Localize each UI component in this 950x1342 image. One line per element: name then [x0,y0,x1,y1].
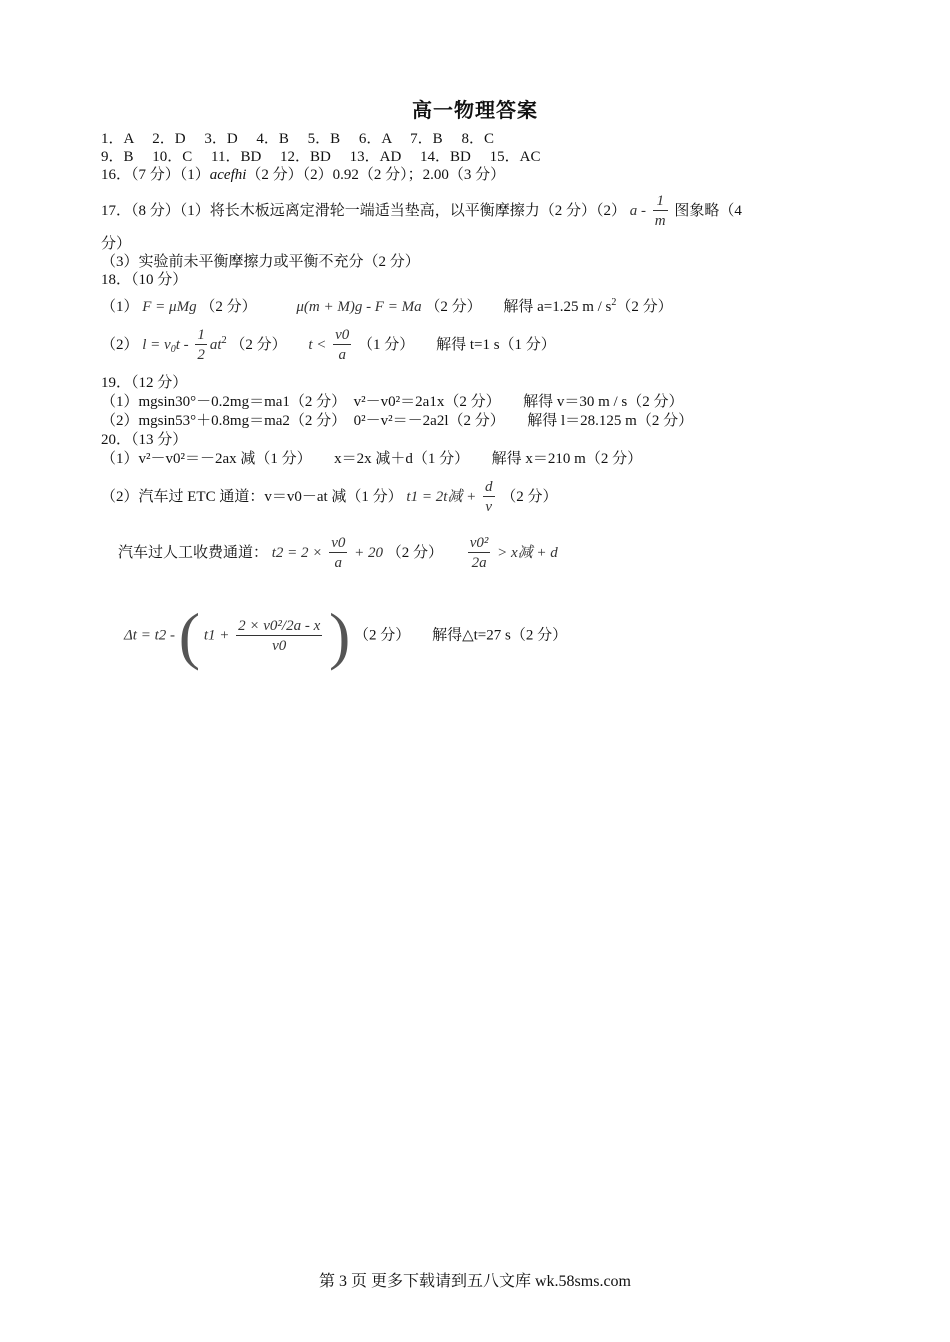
q20-etc-num: d [485,479,493,495]
q18-score2: （2 分） [425,299,482,315]
q18-score1: （2 分） [200,299,257,315]
q20-cond-rel: > x减 + d [497,544,558,561]
q18-f4-num: v0 [335,327,350,343]
answer-q17 [101,192,742,231]
q20-delta-score: （2 分） [354,627,411,644]
q18-f3a: l = v [142,336,171,353]
q20-cond-num: v0² [469,535,489,551]
q20-etc-text: （2）汽车过 ETC 通道：v＝v0－at 减（1 分） [101,488,403,505]
q18-result1-score: （2 分） [616,299,673,315]
q18-head: 18．（10 分） [101,272,188,288]
q18-half [195,326,207,365]
q18-half-num: 1 [197,327,205,343]
q20-manual-num: v0 [331,535,346,551]
q20-head: 20．（13 分） [101,432,188,448]
q20-delta-inner: t1 + [203,627,230,644]
answer-line-mc1: 1．A 2．D 3．D 4．B 5．B 6．A 7．B 8．C [101,131,494,147]
q18-result1: 解得 a=1.25 m / s [503,299,612,315]
q18-formula2: μ(m + M)g - F = Ma [296,299,422,315]
q17-text: 17．（8 分）（1）将长木板远离定滑轮一端适当垫高，以平衡摩擦力（2 分）（2） [101,202,627,219]
q20-line1: （1）v²－v0²＝－2ax 减（1 分） x＝2x 减＋d（1 分） 解得 x＝210 m（2 分） [101,451,643,467]
q18-f3c: at [209,336,222,353]
q17-relation: a - [629,202,647,219]
q18-line2 [101,326,556,365]
q20-etc-formula: t1 = 2t减 + [406,488,477,505]
q19-line2: （2）mgsin53°＋0.8mg＝ma2（2 分） 0²－v²＝－2a2l（2 分） 解得 l＝28.125 m（2 分） [101,413,694,429]
q18-result1-sup: 2 [611,297,617,308]
q18-formula3 [142,337,188,353]
q20-line3 [118,534,558,573]
q20-etc-fraction [483,478,495,517]
answer-q16 [101,166,505,184]
q17-line-c: 分） [101,236,132,252]
q18-f3sub: 0 [170,343,176,355]
q16-options: acefhi [209,167,247,183]
q19-line1: （1）mgsin30°－0.2mg＝ma1（2 分） v²－v0²＝2a1x（2 分） 解得 v＝30 m / s（2 分） [101,394,684,410]
q20-manual-fraction [329,534,347,573]
q20-manual-plus: + 20 [354,544,383,561]
q18-score3: （2 分） [230,336,287,353]
q20-etc-den: v [483,496,495,517]
q18-f3b: t - [175,336,189,353]
q20-delta-num: 2 × v0²/2a - x [238,617,321,634]
page-footer: 第 3 页 更多下载请到五八文库 wk.58sms.com [318,1273,631,1290]
q20-line2 [101,478,558,517]
right-paren-icon: ) [328,600,351,671]
page-title: 高一物理答案 [412,100,538,122]
q20-line4 [124,600,568,671]
q18-formula4: t < [308,336,327,353]
q18-f3sup: 2 [221,334,227,346]
q20-manual-text: 汽车过人工收费通道： [118,544,269,561]
q17-text-b: 图象略（4 [674,202,742,219]
answer-line-mc2: 9．B 10．C 11．BD 12．BD 13．AD 14．BD 15．AC [101,149,541,165]
q20-manual-score: （2 分） [386,544,443,561]
q18-result2: 解得 t=1 s（1 分） [436,336,556,353]
q20-delta-result: 解得△t=27 s（2 分） [432,627,568,644]
q18-part1-label: （1） [101,299,139,315]
q16-rest: （2 分）（2）0.92（2 分）；2.00（3 分） [246,167,506,183]
q17-line-d: （3）实验前未平衡摩擦力或平衡不充分（2 分） [101,254,420,270]
q18-score4: （1 分） [358,336,415,353]
q18-f4-fraction [333,326,351,365]
q17-num: 1 [656,193,664,209]
q16-prefix: 16．（7 分）（1） [101,167,210,183]
q20-cond-fraction [468,534,491,573]
q20-delta-fraction [236,617,322,656]
q18-f4-den: a [333,344,351,365]
q17-den: m [653,210,668,231]
q19-head: 19．（12 分） [101,375,188,391]
q20-manual-den: a [329,552,347,573]
q18-formula1: F = μMg [142,299,197,315]
q20-delta-den: v0 [236,635,322,656]
q17-fraction [653,192,668,231]
q18-half-den: 2 [195,344,207,365]
q20-etc-score: （2 分） [501,488,558,505]
q20-cond-den: 2a [468,552,491,573]
q20-delta-formula: Δt = t2 - [124,627,176,644]
q18-part2-label: （2） [101,336,139,353]
q18-line1 [101,294,673,316]
q20-manual-formula: t2 = 2 × [271,544,323,561]
left-paren-icon: ( [178,600,201,671]
